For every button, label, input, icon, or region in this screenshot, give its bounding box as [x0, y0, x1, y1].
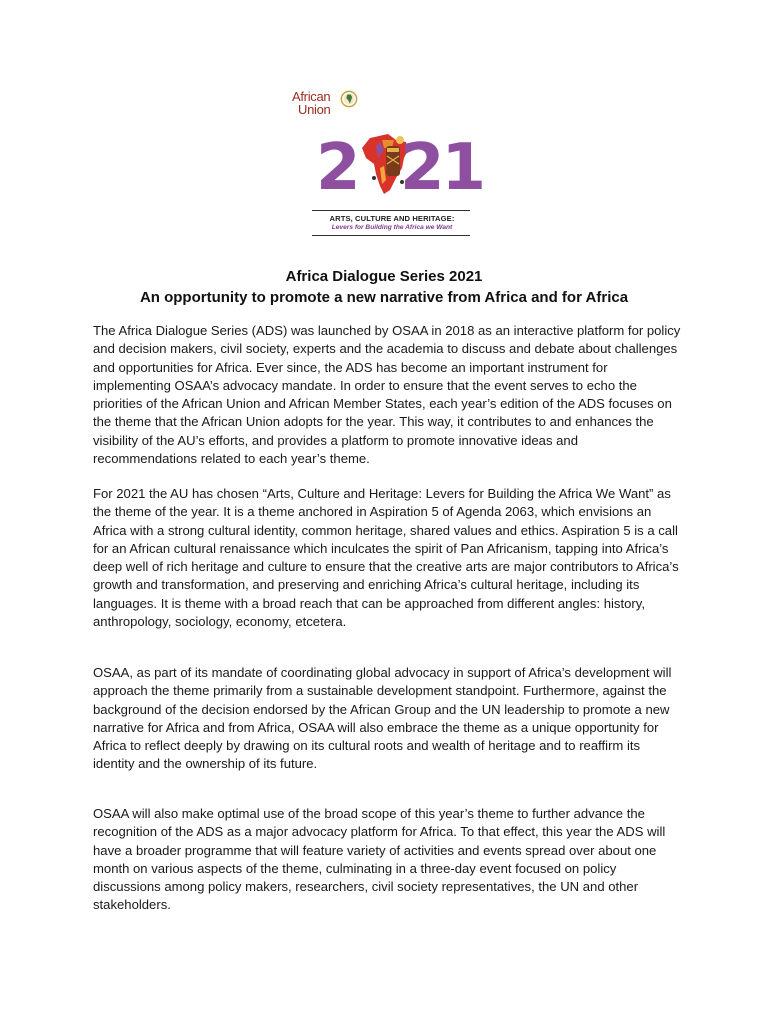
- document-subtitle: An opportunity to promote a new narrative from Africa and for Africa: [139, 289, 629, 306]
- au-line-1: African: [292, 89, 331, 104]
- au-globe-icon: [340, 90, 358, 108]
- african-union-logo: [292, 86, 362, 122]
- paragraph-intro: The Africa Dialogue Series (ADS) was launched by OSAA in 2018 as an interactive platform for policy and decision makers, civil society, experts and the academia to discuss and debate about challenges and opportunities for Africa. Ever since, the ADS has become an important instrument for implementing OSAA’s advocacy mandate. In order to ensure that the event serves to echo the priorities of the African Union and African Member States, each year’s edition of the ADS focuses on the theme that the African Union adopts for the year. This way, it contributes to and enhances the visibility of the AU’s efforts, and provides a platform to promote innovative ideas and recommendations related to each year’s theme.: [93, 323, 681, 467]
- theme-tagline: ARTS, CULTURE AND HERITAGE:: [329, 214, 455, 223]
- african-union-wordmark: [292, 90, 330, 116]
- paragraph-programme: OSAA will also make optimal use of the broad scope of this year’s theme to further advance the recognition of the ADS as a major advocacy platform for Africa. To that effect, this year the ADS will have a broader programme that will feature variety of activities and events spread over about one month on various aspects of the theme, culminating in a three-day event focused on policy discussions among policy makers, researchers, civil society representatives, the UN and other stakeholders.: [93, 806, 666, 913]
- year-2021-emblem: [312, 128, 484, 205]
- emblem-divider-top: [312, 210, 470, 211]
- au-line-2: Union: [298, 102, 331, 117]
- document-title: Africa Dialogue Series 2021: [285, 268, 483, 285]
- year-digit-right: 21: [400, 131, 484, 205]
- year-digit-left: 2: [316, 131, 358, 205]
- paragraph-approach: OSAA, as part of its mandate of coordinating global advocacy in support of Africa’s development will approach the theme primarily from a sustainable development standpoint. Furthermore, against the background of the decision endorsed by the African Group and the UN leadership to promote a new narrative for Africa and from Africa, OSAA will also embrace the theme as a unique opportunity for Africa to reflect deeply by drawing on its cultural roots and wealth of heritage and to reaffirm its identity and the ownership of its future.: [93, 665, 672, 772]
- emblem-divider-bottom: [312, 235, 470, 236]
- theme-subtagline: Levers for Building the Africa we Want: [331, 224, 453, 231]
- paragraph-theme: For 2021 the AU has chosen “Arts, Culture and Heritage: Levers for Building the Africa We Want” as the theme of the year. It is a theme anchored in Aspiration 5 of Agenda 2063, which envisions an Africa with a strong cultural identity, common heritage, shared values and ethics. Aspiration 5 is a call for an African cultural renaissance which inculcates the spirit of Pan Africanism, tapping into Africa’s deep well of rich heritage and culture to ensure that the creative arts are major contributors to Africa’s growth and transformation, and preserving and enriching Africa’s cultural heritage, including its languages. It is theme with a broad reach that can be approached from different angles: history, anthropology, sociology, economy, etcetera.: [93, 486, 679, 630]
